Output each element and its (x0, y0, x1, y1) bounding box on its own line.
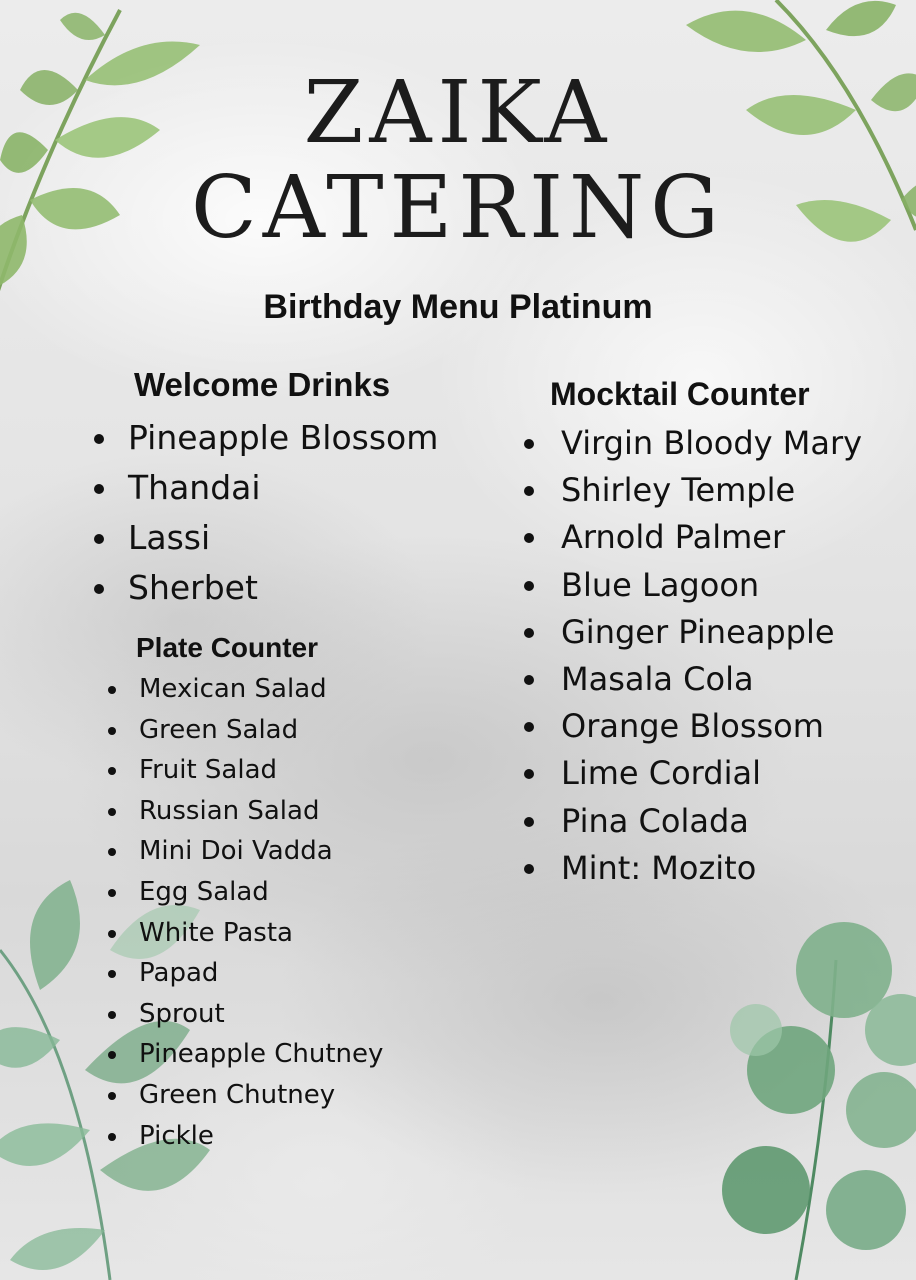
leaf-branch-top-left-icon (0, 0, 210, 320)
list-item: Green Salad (106, 711, 383, 752)
welcome-drinks-heading: Welcome Drinks (134, 366, 391, 403)
menu-title: Birthday Menu Platinum (263, 288, 653, 326)
list-item: Blue Lagoon (524, 563, 862, 610)
list-item: Egg Salad (106, 873, 383, 914)
mocktail-counter-list (524, 421, 862, 893)
list-item: Green Chutney (106, 1076, 383, 1117)
list-item: Arnold Palmer (524, 515, 862, 562)
list-item: Ginger Pineapple (524, 610, 862, 657)
list-item: Russian Salad (106, 792, 383, 833)
list-item: Pina Colada (524, 799, 862, 846)
mocktail-counter-heading: Mocktail Counter (550, 376, 810, 412)
welcome-drinks-list (92, 416, 438, 616)
list-item: Sprout (106, 995, 383, 1036)
list-item: Mexican Salad (106, 670, 383, 711)
brand-title-line-1: ZAIKA (303, 63, 613, 163)
eucalyptus-branch-bottom-right-icon (696, 920, 916, 1280)
list-item: Thandai (92, 466, 438, 516)
list-item: Shirley Temple (524, 468, 862, 515)
list-item: Pickle (106, 1117, 383, 1158)
list-item: Pineapple Chutney (106, 1035, 383, 1076)
list-item: White Pasta (106, 914, 383, 955)
plate-counter-heading: Plate Counter (136, 632, 319, 663)
list-item: Mini Doi Vadda (106, 832, 383, 873)
list-item: Orange Blossom (524, 704, 862, 751)
list-item: Masala Cola (524, 657, 862, 704)
list-item: Lime Cordial (524, 751, 862, 798)
list-item: Sherbet (92, 566, 438, 616)
list-item: Fruit Salad (106, 751, 383, 792)
brand-title-line-2: CATERING (190, 158, 726, 258)
plate-counter-list (106, 670, 383, 1157)
list-item: Pineapple Blossom (92, 416, 438, 466)
list-item: Lassi (92, 516, 438, 566)
list-item: Mint: Mozito (524, 846, 862, 893)
list-item: Papad (106, 954, 383, 995)
list-item: Virgin Bloody Mary (524, 421, 862, 468)
